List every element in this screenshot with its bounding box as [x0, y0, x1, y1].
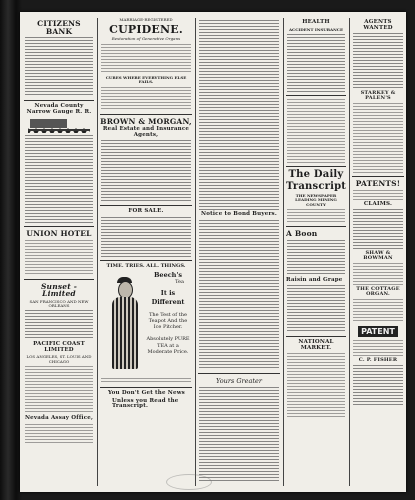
boon-heading: A Boon — [286, 229, 318, 239]
script-signature: Yours Greater — [216, 376, 262, 385]
bottom-text — [199, 387, 279, 483]
column-rule — [283, 18, 284, 486]
cupidene-body — [101, 87, 191, 111]
transcript-heading: Transcript — [286, 180, 346, 192]
divider — [286, 336, 346, 337]
starkey-text — [353, 103, 403, 173]
divider — [198, 373, 280, 374]
sunset-limited-subheading: SAN FRANCISCO AND NEW ORLEANS — [29, 298, 89, 308]
brown-morgan-subheading: Real Estate and Insurance Agents, — [102, 126, 190, 138]
national-market-heading: NATIONAL MARKET. — [298, 339, 334, 351]
divider — [352, 176, 404, 177]
divider — [286, 95, 346, 96]
real-estate-text — [101, 140, 191, 202]
column-5 — [352, 18, 404, 486]
pacific-coast-subheading: LOS ANGELES, ST. LOUIS AND CHICAGO — [26, 354, 92, 364]
notices-text — [287, 99, 345, 163]
fisher-heading: C. P. FISHER — [358, 357, 398, 363]
divider — [100, 114, 192, 115]
hotel-text — [25, 240, 93, 276]
divider — [24, 100, 94, 101]
nevada-assay-heading: Nevada Assay Office, — [24, 415, 94, 422]
assay-text — [25, 424, 93, 444]
boon-text — [287, 240, 345, 276]
sunset-text — [25, 310, 93, 340]
brown-morgan-heading: BROWN & MORGAN, — [100, 116, 192, 126]
claims-heading: CLAIMS. — [363, 200, 393, 207]
divider — [100, 387, 192, 388]
tea-price: Absolutely PURE TEA at a Moderate Price. — [146, 336, 190, 355]
for-sale-heading: FOR SALE. — [128, 208, 164, 215]
raisin-text — [287, 285, 345, 333]
notice-text — [199, 220, 279, 370]
starkey-palen-heading: STARKEY & PALEN'S — [360, 90, 396, 101]
column-2 — [100, 18, 192, 486]
divider — [24, 226, 94, 227]
accident-heading: ACCIDENT INSURANCE — [288, 26, 344, 32]
agents-text — [353, 33, 403, 89]
faded-stamp — [166, 474, 212, 490]
pacific-coast-heading: PACIFIC COAST LIMITED — [33, 341, 85, 353]
sunset-limited-heading: Sunset - Limited — [40, 281, 78, 298]
news-line-2: Unless you Read the Transcript. — [112, 397, 179, 410]
organ-text — [353, 299, 403, 323]
news-line-1: You Don't Get the News — [108, 390, 185, 397]
union-hotel-heading: UNION HOTEL — [26, 229, 92, 238]
fisher-text — [353, 365, 403, 405]
for-sale-text — [101, 217, 191, 257]
column-rule — [195, 18, 196, 486]
shaw-bowman-heading: SHAW & BOWMAN — [363, 250, 393, 261]
tea-ad-copy — [146, 271, 190, 355]
cupidene-subheading: Restoration of Generative Organs — [111, 36, 181, 42]
timetable-text — [25, 135, 93, 223]
tea-different: It is Different — [151, 289, 185, 306]
newspaper-page — [20, 12, 406, 492]
insurance-text — [287, 34, 345, 92]
robed-figure-illustration — [112, 297, 138, 369]
patents-heading: PATENTS! — [355, 179, 401, 188]
agents-wanted-heading: AGENTS WANTED — [363, 19, 393, 31]
tea-footer-text — [101, 378, 191, 384]
pacific-text — [25, 366, 93, 414]
cupidene-heading: CUPIDENE. — [109, 23, 183, 37]
divider — [286, 166, 346, 167]
cupidene-cures-line: CURES WHERE EVERYTHING ELSE FAILS. — [105, 74, 187, 85]
column-4 — [286, 18, 346, 486]
newspaper-subheading: THE NEWSPAPER — [295, 192, 337, 198]
patents-subtext — [353, 190, 403, 200]
column-3 — [198, 18, 280, 486]
column-rule — [97, 18, 98, 486]
notice-bond-buyers-heading: Notice to Bond Buyers. — [201, 211, 277, 217]
divider — [100, 260, 192, 261]
daily-heading: The Daily — [288, 168, 344, 180]
railroad-heading: Nevada County Narrow Gauge R. R. — [26, 103, 92, 115]
column-rule — [349, 18, 350, 486]
health-heading: HEALTH — [302, 19, 330, 25]
tea-ad — [102, 271, 190, 376]
divider — [286, 226, 346, 227]
raisin-heading: Raisin and Grape — [286, 276, 343, 283]
market-text — [287, 353, 345, 417]
claims-text — [353, 209, 403, 249]
cupidene-small-heading: MARRIAGE-REGISTERED — [119, 18, 173, 22]
tea-test: The Test of the Teapot And the Ice Pitcher. — [148, 311, 188, 331]
column-1 — [24, 18, 94, 486]
county-subheading: LEADING MINING COUNTY — [295, 197, 337, 207]
cottage-organ-heading: THE COTTAGE ORGAN. — [356, 286, 400, 297]
shaw-text — [353, 263, 403, 285]
divider — [24, 279, 94, 280]
patent-box: PATENT — [358, 326, 398, 337]
cupidene-text — [101, 44, 191, 74]
divider — [100, 205, 192, 206]
tea-word: Tea — [175, 279, 184, 286]
patent-text — [353, 340, 403, 356]
tea-ad-heading: TIME. TRIES. ALL. THINGS. — [106, 262, 186, 269]
article-text — [199, 20, 279, 210]
train-illustration — [28, 117, 90, 133]
daily-text — [287, 209, 345, 223]
tea-brand: Beech's — [153, 271, 183, 280]
bank-text — [25, 37, 93, 97]
citizens-bank-heading: CITIZENS BANK — [37, 19, 81, 36]
